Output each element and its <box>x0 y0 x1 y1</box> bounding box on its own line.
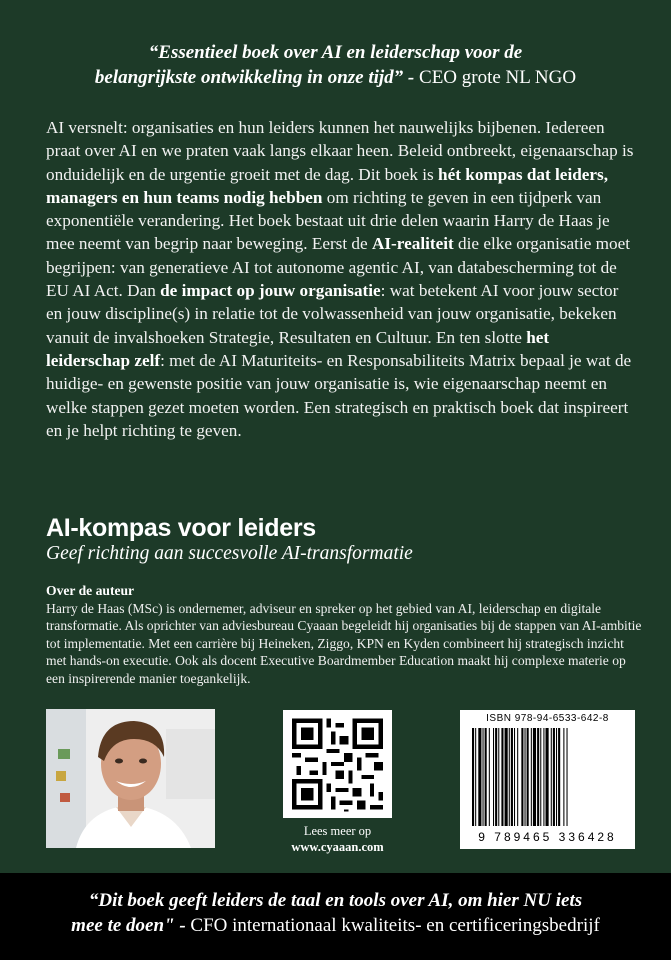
book-title: AI-kompas voor leiders <box>46 514 316 542</box>
blurb-bold-3: de impact op jouw organisatie <box>160 281 381 301</box>
top-quote-source: CEO grote NL NGO <box>419 67 577 88</box>
isbn-barcode <box>460 710 635 849</box>
qr-caption-text: Lees meer op <box>303 824 372 838</box>
top-quote-line1: “Essentieel boek over AI en leiderschap voor de <box>148 42 523 63</box>
website-link[interactable]: www.cyaaan.com <box>291 840 384 854</box>
bottom-quote <box>15 888 656 938</box>
blurb-paragraph <box>46 116 636 442</box>
blurb-bold-1: hét kompas dat leiders, managers en hun teams nodig hebben <box>46 164 609 207</box>
blurb-text-5: : met de AI Maturiteits- en Responsabiliteits Matrix bepaal je wat de huidige- en gewenste positie van jouw organisatie is, wie eigenaarschap neemt en welke stappen gezet moeten worden. Een strategisch en praktisch boek dat inspireert en je helpt richting te geven. <box>46 350 632 440</box>
bottom-quote-line2: mee te doen" - <box>71 915 191 936</box>
author-photo <box>46 709 215 848</box>
barcode-bars <box>460 710 635 849</box>
blurb-bold-2: AI-realiteit <box>371 234 454 254</box>
bottom-quote-line1: “Dit boek geeft leiders de taal en tools over AI, om hier NU iets <box>88 890 583 911</box>
author-bio: Harry de Haas (MSc) is ondernemer, adviseur en spreker op het gebied van AI, leiderschap en digitale transformatie. Als oprichter van adviesbureau Cyaaan begeleidt hij organisaties bij de stappen van AI-ambitie tot implementatie. Met een carrière bij Heineken, Ziggo, KPN en Kyden combineert hij strategisch inzicht met hands-on executie. Ook als docent Executive Boardmember Education maakt hij complexe materie op een inspirerende manier toegankelijk. <box>46 600 642 686</box>
qr-code[interactable] <box>283 710 392 818</box>
blurb-text-1: AI versnelt: organisaties en hun leiders kunnen het nauwelijks bijbenen. Iedereen praat over AI en we praten vaak langs elkaar heen. Beleid ontbreekt, eigenaarschap is onduidelijk en de urgentie groeit met de dag. Dit boek is <box>46 118 634 184</box>
blurb-text-3: die elke organisatie moet begrijpen: van generatieve AI tot autonome agentic AI, van databescherming tot de EU AI Act. Dan <box>46 234 631 301</box>
isbn-digits: 9 789465 336428 <box>478 830 617 844</box>
author-section <box>46 582 646 688</box>
bottom-quote-source: CFO internationaal kwaliteits- en certificeringsbedrijf <box>190 915 600 936</box>
top-quote <box>20 40 651 90</box>
blurb-text-2: om richting te geven in een tijdperk van exponentiële verandering. Het boek bestaat uit drie delen waarin Harry de Haas je mee neemt van begrip naar beweging. Eerst de <box>46 187 610 254</box>
author-heading: Over de auteur <box>46 583 135 598</box>
blurb-bold-4: het leiderschap zelf <box>46 327 550 370</box>
qr-caption <box>263 823 412 855</box>
blurb-text-4: : wat betekent AI voor jouw sector en jouw discipline(s) in relatie tot de volwassenheid van jouw organisatie, bekeken vanuit de invalshoeken Strategie, Resultaten en Cultuur. En ten slotte <box>46 281 619 347</box>
book-subtitle: Geef richting aan succesvolle AI-transformatie <box>46 543 413 564</box>
isbn-label: ISBN 978-94-6533-642-8 <box>486 713 609 724</box>
top-quote-line2: belangrijkste ontwikkeling in onze tijd” - <box>94 67 420 88</box>
